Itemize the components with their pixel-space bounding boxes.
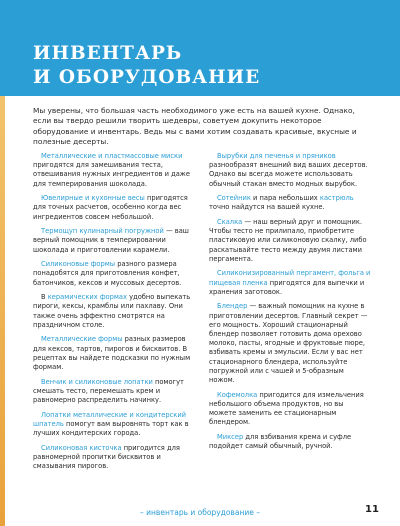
list-item [33, 194, 195, 222]
list-item [33, 152, 195, 189]
list-item [33, 293, 195, 330]
item-text: пригодятся для выпечки и хранения заготовок. [209, 278, 365, 296]
list-item [209, 194, 371, 212]
page-title [33, 42, 260, 90]
list-item [209, 218, 371, 264]
item-term: Лопатки металлические и кондитерский шпатель [33, 410, 187, 428]
item-text: пригодится для измельчения небольшого объема продуктов, но вы можете заменить ее стационарным блендером. [209, 390, 364, 427]
footer-caption: – инвентарь и оборудование – [140, 508, 260, 517]
item-text: пригодятся для замешивания теста, отвешивания нужных ингредиентов и даже для темперирования шоколада. [33, 161, 190, 188]
item-text: помогут вам выровнять торт как в лучших кондитерских города. [33, 419, 189, 438]
item-text: разнообразят внешний вид ваших десертов. Однако вы всегда можете использовать обычный стакан вместо модных вырубок. [209, 161, 368, 188]
item-term: Металлические формы [41, 335, 123, 344]
item-term: Силиконовые формы [41, 260, 116, 269]
intro-paragraph: Мы уверены, что большая часть необходимого уже есть на вашей кухне. Однако, если вы твердо решили творить шедевры, советуем докупить некоторое оборудование и инвентарь. Ведь мы с вами хотим создавать красивые, вкусные и полезные десерты. [33, 106, 357, 146]
item-text-secondary: точно найдутся на вашей кухне. [209, 203, 325, 212]
item-term: Кофемолка [217, 390, 258, 399]
item-term: Скалка [217, 218, 243, 226]
list-item [209, 269, 371, 297]
item-term: Венчик и силиконовые лопатки [41, 377, 153, 386]
page-title-line-1: ИНВЕНТАРЬ [33, 43, 183, 64]
item-term-secondary: кастрюль [319, 194, 354, 203]
list-item [209, 433, 371, 451]
book-spine-edge [0, 96, 5, 526]
item-term: Вырубки для печенья и пряников [217, 152, 336, 160]
list-item [33, 378, 195, 406]
right-column [209, 152, 371, 457]
list-item [33, 260, 195, 288]
list-item [33, 227, 195, 255]
item-text: удобно выпекать пироги, кексы, крамблы или пахлаву. Они также очень эффектно смотрятся на праздничном столе. [33, 293, 191, 329]
item-term: Блендер [217, 302, 248, 311]
item-term: Сотейник [217, 194, 251, 203]
item-term: Миксер [217, 432, 244, 441]
item-term: Силиконизированный пергамент, фольга и пищевая пленка [209, 269, 371, 287]
item-lead: В [41, 293, 48, 302]
list-item [209, 302, 371, 385]
item-term: Ювелирные и кухонные весы [41, 194, 145, 203]
item-text: и пара небольших [250, 194, 320, 203]
item-text: помогут смешать тесто, перемешать крем и равномерно распределить начинку. [33, 377, 184, 405]
item-text: — ваш верный помощник в темперировании шоколада и приготовлении карамели. [33, 227, 189, 254]
list-item [33, 335, 195, 372]
item-term: Термощуп кулинарный погружной [41, 227, 164, 236]
page-number: 11 [365, 504, 379, 515]
item-text: разного размера понадобятся для приготовления конфет, батончиков, кексов и муссовых десертов. [33, 260, 182, 287]
item-text: — наш верный друг и помощник. Чтобы тесто не прилипало, приобретите пластиковую или силиконовую скалку, либо раскатывайте тесто между двумя листами пергамента. [209, 218, 367, 263]
left-column [33, 152, 195, 477]
item-text: разных размеров для кексов, тартов, пирогов и бисквитов. В рецептах вы найдете подсказки по нужным формам. [33, 335, 191, 372]
list-item [33, 411, 195, 439]
list-item [209, 391, 371, 428]
item-term: керамических формах [47, 293, 127, 302]
page-title-line-2: И ОБОРУДОВАНИЕ [33, 67, 261, 88]
item-text: — важный помощник на кухне в приготовлении десертов. Главный секрет — его мощность. Хороший стационарный блендер позволяет готовить дома орехово молоко, пасты, ягодные и фруктовые пюре, взбивать кремы и эмульсии. Если у вас нет стационарного блендера, используйте погружной или с чашей и 5-образным ножом. [209, 302, 368, 385]
item-text: пригодятся для точных расчетов, особенно когда вес ингредиентов совсем небольшой. [33, 194, 188, 221]
list-item [33, 444, 195, 472]
item-text: пригодится для равномерной пропитки бисквитов и смазывания пирогов. [33, 443, 180, 471]
item-text: для взбивания крема и суфле подойдет самый обычный, ручной. [209, 432, 352, 451]
item-term: Силиконовая кисточка [41, 443, 122, 452]
item-term: Металлические и пластмассовые миски [41, 152, 183, 160]
list-item [209, 152, 371, 189]
